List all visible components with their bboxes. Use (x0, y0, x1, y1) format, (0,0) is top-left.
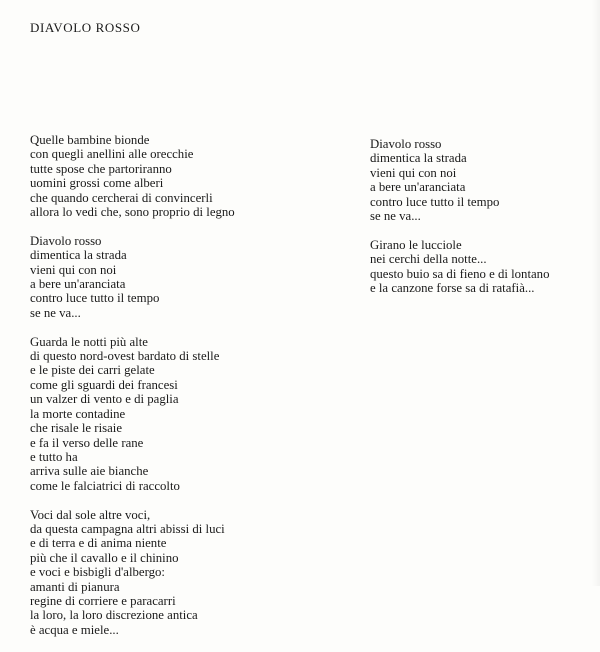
verse-line: è acqua e miele... (30, 622, 119, 637)
verse-line: che risale le risaie (30, 421, 123, 436)
verse-line: arriva sulle aie bianche (30, 464, 149, 479)
song-title: DIAVOLO ROSSO (30, 20, 141, 35)
verse-line: allora lo vedi che, sono proprio di legno (30, 205, 235, 220)
verse-line: la loro, la loro discrezione antica (30, 608, 198, 623)
verse-line: e fa il verso delle rane (30, 435, 144, 450)
verse-line: vieni qui con noi (30, 262, 117, 277)
verse-line: con quegli anellini alle orecchie (30, 147, 194, 162)
verse-line: tutte spose che partoriranno (30, 161, 172, 176)
verse-line: da questa campagna altri abissi di luci (30, 521, 225, 536)
verse-line: se ne va... (30, 305, 81, 320)
stanza (370, 238, 585, 296)
verse-line: Quelle bambine bionde (30, 133, 150, 147)
verse-line: la morte contadine (30, 406, 126, 421)
page-edge-shadow (592, 0, 600, 586)
verse-line: e tutto ha (30, 449, 78, 464)
verse-line: di questo nord-ovest bardato di stelle (30, 349, 220, 364)
stanza (30, 133, 330, 219)
right-column (370, 137, 585, 310)
left-column (30, 133, 330, 652)
verse-line: e le piste dei carri gelate (30, 363, 155, 378)
verse-line: regine di corriere e paracarri (30, 593, 176, 608)
verse-line: a bere un'aranciata (30, 277, 126, 292)
verse-line: Diavolo rosso (30, 233, 102, 248)
verse-line: dimentica la strada (30, 248, 127, 263)
verse-line: come le falciatrici di raccolto (30, 478, 180, 493)
verse-line: e la canzone forse sa di ratafià... (370, 281, 535, 296)
verse-line: Voci dal sole altre voci, (30, 507, 151, 522)
verse-line: contro luce tutto il tempo (370, 194, 500, 209)
stanza (30, 234, 330, 320)
verse-line: e di terra e di anima niente (30, 536, 167, 551)
verse-line: Girano le lucciole (370, 237, 462, 252)
verse-line: Guarda le notti più alte (30, 334, 148, 349)
verse-line: come gli sguardi dei francesi (30, 377, 178, 392)
stanza (30, 508, 330, 638)
verse-line: uomini grossi come alberi (30, 176, 164, 191)
verse-line: questo buio sa di fieno e di lontano (370, 266, 550, 281)
verse-line: contro luce tutto il tempo (30, 291, 160, 306)
stanza (370, 137, 585, 223)
verse-line: che quando cercherai di convincerli (30, 190, 213, 205)
verse-line: a bere un'aranciata (370, 180, 466, 195)
verse-line: amanti di pianura (30, 579, 120, 594)
verse-line: e voci e bisbigli d'albergo: (30, 565, 165, 580)
verse-line: più che il cavallo e il chinino (30, 550, 179, 565)
verse-line: dimentica la strada (370, 151, 467, 166)
verse-line: nei cerchi della notte... (370, 252, 487, 267)
verse-line: se ne va... (370, 209, 421, 224)
verse-line: Diavolo rosso (370, 137, 442, 151)
stanza (30, 335, 330, 493)
verse-line: un valzer di vento e di paglia (30, 392, 179, 407)
verse-line: vieni qui con noi (370, 165, 457, 180)
